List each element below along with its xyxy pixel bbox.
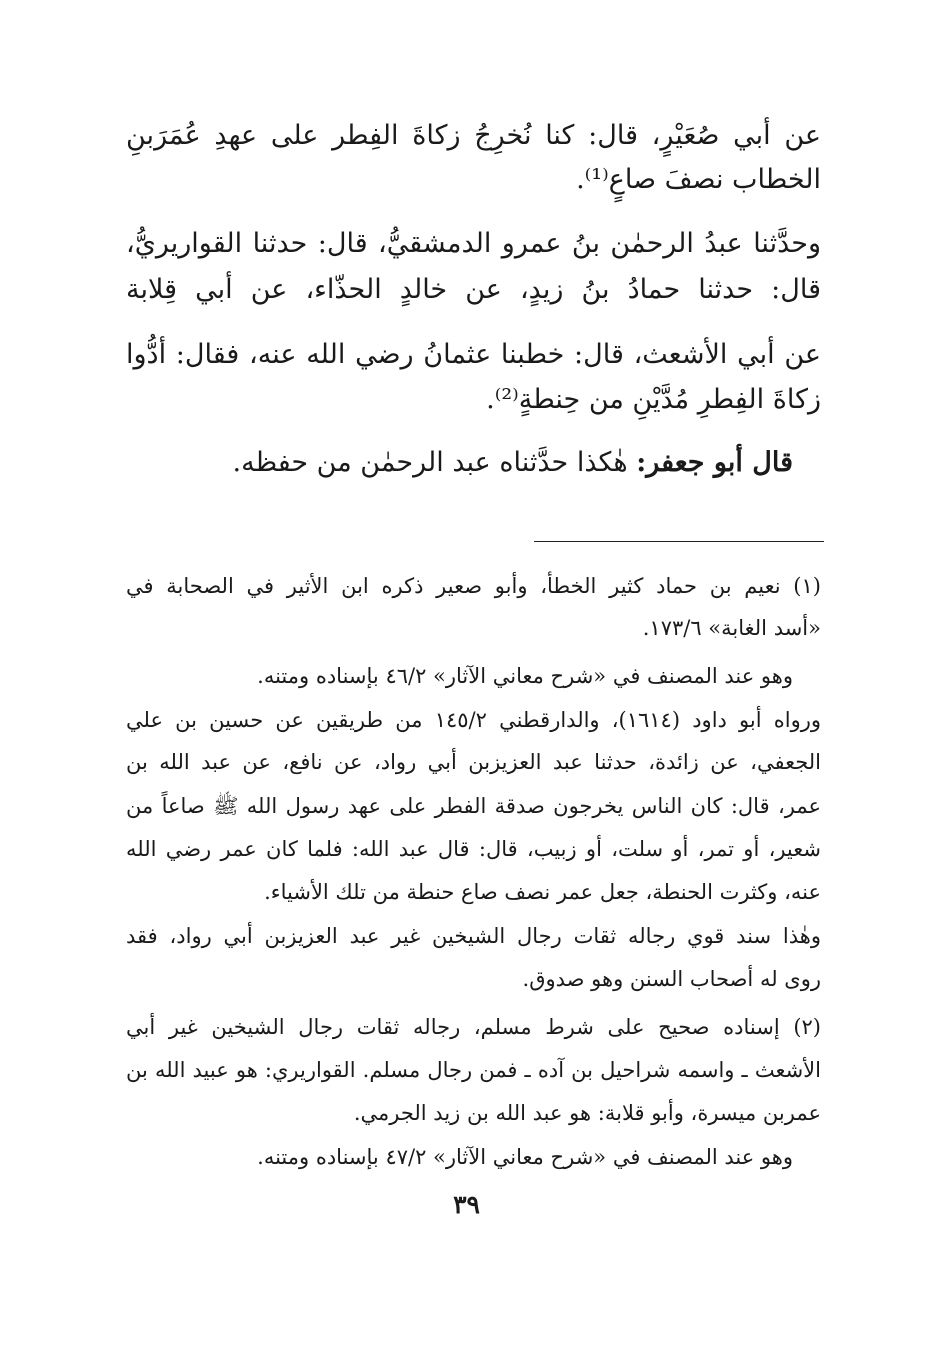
footnote-line-13: عمربن ميسرة، وأبو قلابة: هو عبد الله بن زيد الجرمي. <box>353 1101 821 1125</box>
main-text-line-4: قال: حدثنا حمادُ بنُ زيدٍ، عن خالدٍ الحذّاء، عن أبي قِلابة <box>126 274 821 305</box>
footnote-line-6: عمر، قال: كان الناس يخرجون صدقة الفطر على عهد رسول الله ﷺ صاعاً من <box>126 794 821 818</box>
footnote-separator <box>534 541 824 542</box>
main-text-line-7 <box>233 443 793 483</box>
main-text-line-6: زكاةَ الفِطرِ مُدَّيْنِ من حِنطةٍ⁽²⁾. <box>486 384 821 415</box>
footnote-line-7: شعير، أو تمر، أو سلت، أو زبيب، قال: قال عبد الله: فلما كان عمر رضي الله <box>126 837 821 861</box>
footnote-line-9: وهٰذا سند قوي رجاله ثقات رجال الشيخين غير عبد العزيزبن أبي رواد، فقد <box>126 924 821 948</box>
page-number: ٣٩ <box>453 1190 480 1219</box>
footnote-line-2: «أسد الغابة» ١٧٣/٦. <box>642 616 821 640</box>
footnote-line-1: (١) نعيم بن حماد كثير الخطأ، وأبو صعير ذكره ابن الأثير في الصحابة في <box>126 574 821 598</box>
footnote-line-8: عنه، وكثرت الحنطة، جعل عمر نصف صاع حنطة من تلك الأشياء. <box>264 880 821 904</box>
main-text-line-2: الخطاب نصفَ صاعٍ⁽¹⁾. <box>576 164 821 195</box>
footnote-line-14: وهو عند المصنف في «شرح معاني الآثار» ٤٧/٢ بإسناده ومتنه. <box>257 1145 793 1169</box>
footnote-line-5: الجعفي، عن زائدة، حدثنا عبد العزيزبن أبي رواد، عن نافع، عن عبد الله بن <box>126 750 821 774</box>
main-text-line-5: عن أبي الأشعث، قال: خطبنا عثمانُ رضي الله عنه، فقال: أدُّوا <box>126 339 821 370</box>
footnote-line-10: روى له أصحاب السنن وهو صدوق. <box>522 967 821 991</box>
main-text-line-3: وحدَّثنا عبدُ الرحمٰن بنُ عمرو الدمشقيُّ، قال: حدثنا القواريريُّ، <box>126 228 821 259</box>
speaker-name: قال أبو جعفر: <box>636 447 793 478</box>
footnote-line-11: (٢) إسناده صحيح على شرط مسلم، رجاله ثقات رجال الشيخين غير أبي <box>126 1015 821 1039</box>
footnote-line-12: الأشعث ـ واسمه شراحيل بن آده ـ فمن رجال مسلم. القواريري: هو عبيد الله بن <box>126 1058 821 1082</box>
main-text-line-1: عن أبي صُعَيْرٍ، قال: كنا نُخرِجُ زكاةَ الفِطر على عهدِ عُمَرَبنِ <box>126 120 821 151</box>
main-text-line-7-rest: هٰكذا حدَّثناه عبد الرحمٰن من حفظه. <box>232 447 637 478</box>
footnote-line-3: وهو عند المصنف في «شرح معاني الآثار» ٤٦/٢ بإسناده ومتنه. <box>257 664 793 688</box>
footnote-line-4: ورواه أبو داود (١٦١٤)، والدارقطني ١٤٥/٢ من طريقين عن حسين بن علي <box>126 708 822 732</box>
